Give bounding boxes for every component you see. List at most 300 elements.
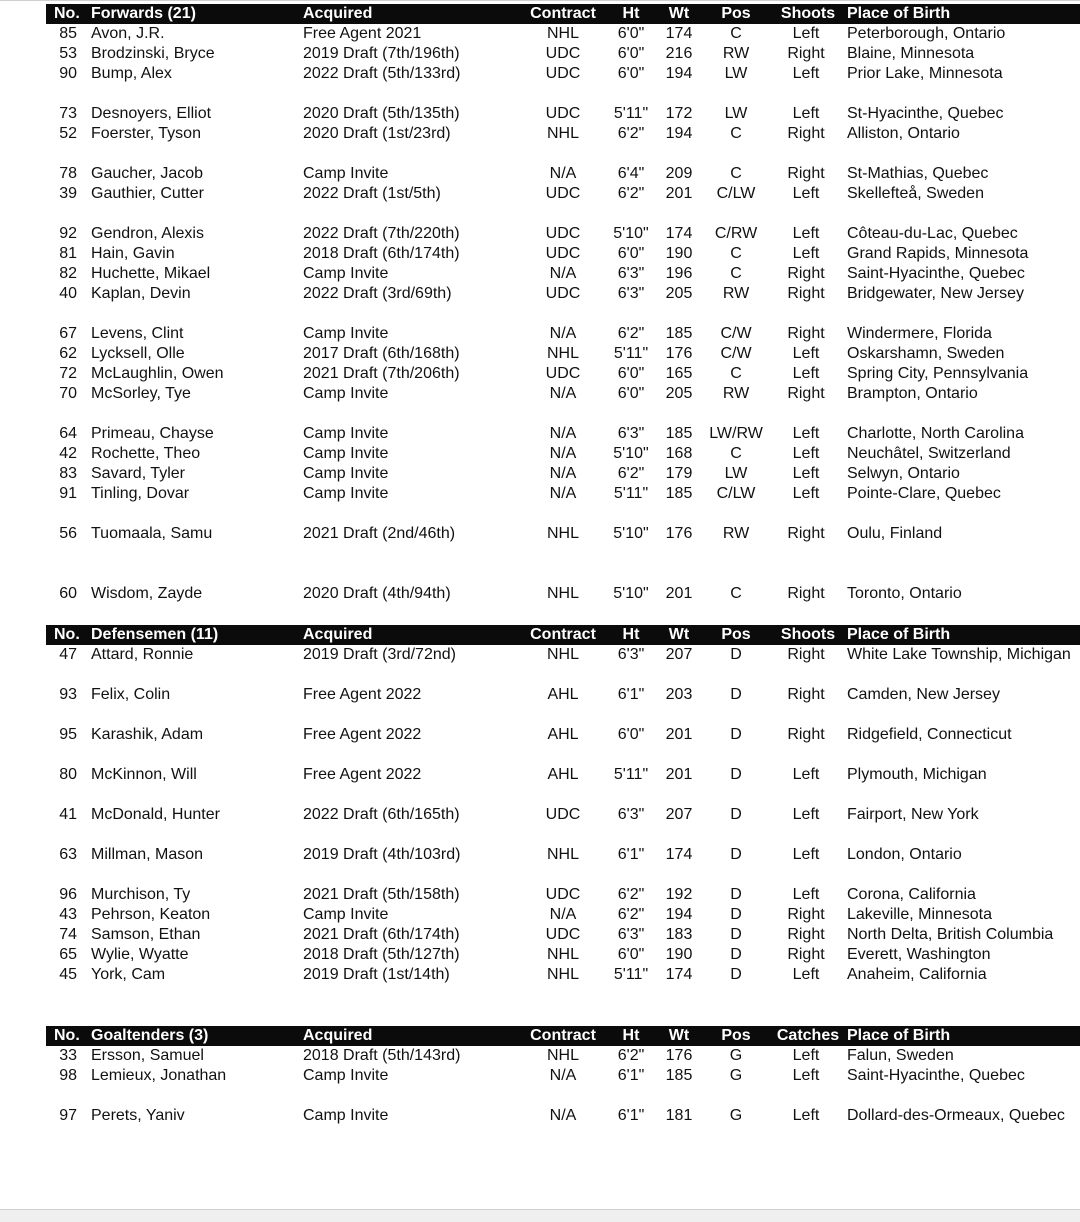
player-contract: AHL xyxy=(547,726,579,743)
player-acquired: Camp Invite xyxy=(303,906,389,923)
player-birthplace: Lakeville, Minnesota xyxy=(847,906,992,923)
player-handedness: Right xyxy=(787,585,825,602)
player-position: D xyxy=(730,686,742,703)
player-contract: N/A xyxy=(549,906,577,923)
player-handedness: Left xyxy=(792,485,820,502)
player-acquired: Camp Invite xyxy=(303,265,389,282)
player-birthplace: St-Hyacinthe, Quebec xyxy=(847,105,1004,122)
table-row xyxy=(0,64,1080,84)
player-number: 53 xyxy=(59,45,77,62)
player-weight: 181 xyxy=(665,1107,693,1124)
col-wt: Wt xyxy=(668,626,690,643)
player-position: LW xyxy=(724,105,748,122)
table-row xyxy=(0,905,1080,925)
table-row xyxy=(0,965,1080,985)
player-height: 5'11" xyxy=(613,345,649,362)
player-birthplace: Oskarshamn, Sweden xyxy=(847,345,1005,362)
table-row xyxy=(0,524,1080,544)
player-height: 6'0" xyxy=(617,25,645,42)
player-acquired: Camp Invite xyxy=(303,1067,389,1084)
player-name: Pehrson, Keaton xyxy=(91,906,211,923)
player-number: 65 xyxy=(59,946,77,963)
player-height: 6'3" xyxy=(617,806,645,823)
player-number: 91 xyxy=(59,485,77,502)
player-handedness: Right xyxy=(787,165,825,182)
player-weight: 201 xyxy=(665,766,693,783)
col-contract: Contract xyxy=(530,626,596,643)
player-height: 5'11" xyxy=(613,966,649,983)
player-name: Tuomaala, Samu xyxy=(91,525,213,542)
table-row xyxy=(0,384,1080,404)
player-handedness: Right xyxy=(787,946,825,963)
player-name: Samson, Ethan xyxy=(91,926,201,943)
col-contract: Contract xyxy=(530,5,596,22)
table-row xyxy=(0,725,1080,745)
player-weight: 196 xyxy=(665,265,693,282)
player-acquired: 2019 Draft (7th/196th) xyxy=(303,45,460,62)
player-acquired: 2018 Draft (5th/143rd) xyxy=(303,1047,461,1064)
table-row xyxy=(0,1066,1080,1086)
col-shoots: Shoots xyxy=(780,5,836,22)
player-name: Desnoyers, Elliot xyxy=(91,105,212,122)
player-handedness: Right xyxy=(787,45,825,62)
player-weight: 194 xyxy=(665,125,693,142)
player-name: Savard, Tyler xyxy=(91,465,185,482)
player-number: 56 xyxy=(59,525,77,542)
player-acquired: Free Agent 2022 xyxy=(303,766,422,783)
player-birthplace: Blaine, Minnesota xyxy=(847,45,975,62)
player-weight: 192 xyxy=(665,886,693,903)
player-birthplace: Plymouth, Michigan xyxy=(847,766,987,783)
player-position: G xyxy=(729,1067,743,1084)
player-number: 47 xyxy=(59,646,77,663)
table-row xyxy=(0,344,1080,364)
player-weight: 194 xyxy=(665,906,693,923)
player-weight: 183 xyxy=(665,926,693,943)
player-contract: NHL xyxy=(546,25,579,42)
player-height: 5'10" xyxy=(613,225,649,242)
player-acquired: 2021 Draft (7th/206th) xyxy=(303,365,460,382)
player-number: 45 xyxy=(59,966,77,983)
player-birthplace: Charlotte, North Carolina xyxy=(847,425,1024,442)
player-position: RW xyxy=(722,45,750,62)
col-wt: Wt xyxy=(668,1027,690,1044)
player-name: Tinling, Dovar xyxy=(91,485,190,502)
player-acquired: 2020 Draft (4th/94th) xyxy=(303,585,451,602)
player-contract: N/A xyxy=(549,265,577,282)
col-contract: Contract xyxy=(530,1027,596,1044)
player-birthplace: White Lake Township, Michigan xyxy=(847,646,1071,663)
player-weight: 203 xyxy=(665,686,693,703)
section-title: Goaltenders (3) xyxy=(91,1027,209,1044)
player-contract: UDC xyxy=(545,225,581,242)
player-contract: NHL xyxy=(546,946,579,963)
player-weight: 201 xyxy=(665,585,693,602)
player-name: Felix, Colin xyxy=(91,686,171,703)
col-no: No. xyxy=(54,626,80,643)
player-acquired: Free Agent 2022 xyxy=(303,686,422,703)
col-catches: Catches xyxy=(776,1027,840,1044)
player-number: 74 xyxy=(59,926,77,943)
player-birthplace: Corona, California xyxy=(847,886,976,903)
player-acquired: Camp Invite xyxy=(303,425,389,442)
player-height: 6'2" xyxy=(617,1047,645,1064)
table-row xyxy=(0,104,1080,124)
player-height: 6'2" xyxy=(617,185,645,202)
player-height: 5'11" xyxy=(613,105,649,122)
player-name: York, Cam xyxy=(91,966,166,983)
player-contract: NHL xyxy=(546,846,579,863)
player-position: D xyxy=(730,766,742,783)
player-name: McKinnon, Will xyxy=(91,766,197,783)
player-weight: 179 xyxy=(665,465,693,482)
col-shoots: Shoots xyxy=(780,626,836,643)
player-name: Ersson, Samuel xyxy=(91,1047,204,1064)
player-name: Wisdom, Zayde xyxy=(91,585,203,602)
table-row xyxy=(0,845,1080,865)
player-number: 52 xyxy=(59,125,77,142)
player-acquired: 2022 Draft (6th/165th) xyxy=(303,806,460,823)
col-no: No. xyxy=(54,1027,80,1044)
player-position: D xyxy=(730,806,742,823)
player-position: D xyxy=(730,846,742,863)
player-height: 6'0" xyxy=(617,385,645,402)
player-name: Lemieux, Jonathan xyxy=(91,1067,227,1084)
player-number: 97 xyxy=(59,1107,77,1124)
player-weight: 185 xyxy=(665,325,693,342)
player-acquired: Camp Invite xyxy=(303,485,389,502)
col-ht: Ht xyxy=(622,5,640,22)
player-height: 6'2" xyxy=(617,906,645,923)
player-contract: NHL xyxy=(546,345,579,362)
player-number: 39 xyxy=(59,185,77,202)
player-height: 5'10" xyxy=(613,525,649,542)
player-contract: UDC xyxy=(545,105,581,122)
player-weight: 176 xyxy=(665,525,693,542)
player-acquired: 2020 Draft (1st/23rd) xyxy=(303,125,451,142)
col-acquired: Acquired xyxy=(303,1027,373,1044)
player-number: 92 xyxy=(59,225,77,242)
table-row xyxy=(0,645,1080,665)
player-position: RW xyxy=(722,385,750,402)
player-contract: N/A xyxy=(549,325,577,342)
player-handedness: Left xyxy=(792,886,820,903)
player-height: 5'10" xyxy=(613,585,649,602)
player-position: G xyxy=(729,1047,743,1064)
player-contract: N/A xyxy=(549,425,577,442)
table-row xyxy=(0,685,1080,705)
player-weight: 185 xyxy=(665,425,693,442)
player-name: Foerster, Tyson xyxy=(91,125,201,142)
player-contract: UDC xyxy=(545,886,581,903)
player-birthplace: Dollard-des-Ormeaux, Quebec xyxy=(847,1107,1065,1124)
col-pos: Pos xyxy=(721,1027,751,1044)
player-handedness: Left xyxy=(792,966,820,983)
table-row xyxy=(0,424,1080,444)
player-name: Bump, Alex xyxy=(91,65,172,82)
player-name: Attard, Ronnie xyxy=(91,646,194,663)
player-acquired: Free Agent 2022 xyxy=(303,726,422,743)
player-handedness: Left xyxy=(792,846,820,863)
table-row xyxy=(0,925,1080,945)
player-position: LW/RW xyxy=(709,425,763,442)
player-contract: NHL xyxy=(546,966,579,983)
player-name: Gauthier, Cutter xyxy=(91,185,204,202)
player-number: 82 xyxy=(59,265,77,282)
player-number: 41 xyxy=(59,806,77,823)
player-number: 81 xyxy=(59,245,77,262)
player-height: 6'0" xyxy=(617,946,645,963)
player-handedness: Left xyxy=(792,105,820,122)
player-name: McDonald, Hunter xyxy=(91,806,220,823)
col-birthplace: Place of Birth xyxy=(847,1027,951,1044)
player-number: 33 xyxy=(59,1047,77,1064)
player-position: C xyxy=(730,245,742,262)
player-position: D xyxy=(730,646,742,663)
player-height: 5'11" xyxy=(613,766,649,783)
col-acquired: Acquired xyxy=(303,626,373,643)
player-contract: N/A xyxy=(549,1107,577,1124)
player-number: 67 xyxy=(59,325,77,342)
player-handedness: Left xyxy=(792,25,820,42)
player-handedness: Left xyxy=(792,1067,820,1084)
col-birthplace: Place of Birth xyxy=(847,626,951,643)
player-weight: 185 xyxy=(665,485,693,502)
player-weight: 205 xyxy=(665,285,693,302)
player-acquired: Camp Invite xyxy=(303,1107,389,1124)
player-name: McSorley, Tye xyxy=(91,385,191,402)
player-weight: 209 xyxy=(665,165,693,182)
player-name: Hain, Gavin xyxy=(91,245,175,262)
player-weight: 174 xyxy=(665,846,693,863)
player-handedness: Left xyxy=(792,1047,820,1064)
player-height: 6'2" xyxy=(617,325,645,342)
table-row xyxy=(0,324,1080,344)
player-height: 6'4" xyxy=(617,165,645,182)
player-position: D xyxy=(730,886,742,903)
player-position: C xyxy=(730,365,742,382)
player-birthplace: Grand Rapids, Minnesota xyxy=(847,245,1029,262)
player-position: C xyxy=(730,125,742,142)
table-row xyxy=(0,444,1080,464)
player-handedness: Left xyxy=(792,245,820,262)
player-birthplace: Pointe-Clare, Quebec xyxy=(847,485,1001,502)
player-position: C/RW xyxy=(714,225,758,242)
player-contract: N/A xyxy=(549,1067,577,1084)
table-row xyxy=(0,1106,1080,1126)
player-birthplace: Ridgefield, Connecticut xyxy=(847,726,1012,743)
top-rule xyxy=(0,0,1080,1)
player-acquired: 2018 Draft (5th/127th) xyxy=(303,946,460,963)
player-contract: NHL xyxy=(546,585,579,602)
player-position: G xyxy=(729,1107,743,1124)
player-name: Karashik, Adam xyxy=(91,726,204,743)
player-height: 6'1" xyxy=(617,1107,645,1124)
player-handedness: Right xyxy=(787,906,825,923)
player-birthplace: Skellefteå, Sweden xyxy=(847,185,984,202)
col-ht: Ht xyxy=(622,1027,640,1044)
player-height: 5'10" xyxy=(613,445,649,462)
player-height: 6'3" xyxy=(617,646,645,663)
table-row xyxy=(0,224,1080,244)
player-contract: UDC xyxy=(545,45,581,62)
player-acquired: 2022 Draft (1st/5th) xyxy=(303,185,441,202)
table-row xyxy=(0,945,1080,965)
player-birthplace: Camden, New Jersey xyxy=(847,686,1000,703)
player-birthplace: Peterborough, Ontario xyxy=(847,25,1006,42)
player-name: Murchison, Ty xyxy=(91,886,191,903)
player-acquired: Camp Invite xyxy=(303,465,389,482)
player-weight: 207 xyxy=(665,646,693,663)
player-height: 6'2" xyxy=(617,125,645,142)
player-birthplace: Anaheim, California xyxy=(847,966,987,983)
player-acquired: 2022 Draft (3rd/69th) xyxy=(303,285,452,302)
player-height: 6'1" xyxy=(617,846,645,863)
player-handedness: Left xyxy=(792,465,820,482)
player-weight: 207 xyxy=(665,806,693,823)
player-name: Avon, J.R. xyxy=(91,25,165,42)
player-acquired: Camp Invite xyxy=(303,385,389,402)
player-number: 64 xyxy=(59,425,77,442)
player-handedness: Left xyxy=(792,185,820,202)
player-handedness: Left xyxy=(792,65,820,82)
player-contract: NHL xyxy=(546,646,579,663)
player-number: 73 xyxy=(59,105,77,122)
player-acquired: Camp Invite xyxy=(303,165,389,182)
player-number: 72 xyxy=(59,365,77,382)
player-position: C/LW xyxy=(716,185,756,202)
player-height: 6'3" xyxy=(617,265,645,282)
table-row xyxy=(0,584,1080,604)
player-birthplace: Prior Lake, Minnesota xyxy=(847,65,1003,82)
player-number: 80 xyxy=(59,766,77,783)
player-weight: 216 xyxy=(665,45,693,62)
player-acquired: 2022 Draft (7th/220th) xyxy=(303,225,460,242)
player-birthplace: Oulu, Finland xyxy=(847,525,943,542)
player-height: 6'3" xyxy=(617,425,645,442)
player-handedness: Right xyxy=(787,385,825,402)
table-row xyxy=(0,124,1080,144)
player-name: Primeau, Chayse xyxy=(91,425,214,442)
section-title: Defensemen (11) xyxy=(91,626,219,643)
player-birthplace: St-Mathias, Quebec xyxy=(847,165,989,182)
player-name: Kaplan, Devin xyxy=(91,285,191,302)
player-handedness: Right xyxy=(787,325,825,342)
table-row xyxy=(0,805,1080,825)
player-number: 93 xyxy=(59,686,77,703)
table-row xyxy=(0,24,1080,44)
player-birthplace: Côteau-du-Lac, Quebec xyxy=(847,225,1018,242)
player-birthplace: Saint-Hyacinthe, Quebec xyxy=(847,265,1025,282)
col-no: No. xyxy=(54,5,80,22)
player-height: 6'0" xyxy=(617,65,645,82)
player-contract: UDC xyxy=(545,185,581,202)
player-handedness: Right xyxy=(787,265,825,282)
player-handedness: Left xyxy=(792,445,820,462)
player-height: 6'2" xyxy=(617,886,645,903)
player-position: D xyxy=(730,946,742,963)
player-number: 90 xyxy=(59,65,77,82)
player-handedness: Right xyxy=(787,125,825,142)
player-contract: NHL xyxy=(546,1047,579,1064)
player-height: 6'0" xyxy=(617,365,645,382)
table-row xyxy=(0,44,1080,64)
player-acquired: Camp Invite xyxy=(303,445,389,462)
player-position: LW xyxy=(724,65,748,82)
player-contract: N/A xyxy=(549,165,577,182)
player-weight: 205 xyxy=(665,385,693,402)
section-title: Forwards (21) xyxy=(91,5,196,22)
player-contract: AHL xyxy=(547,686,579,703)
player-weight: 194 xyxy=(665,65,693,82)
col-ht: Ht xyxy=(622,626,640,643)
player-position: RW xyxy=(722,525,750,542)
player-birthplace: Toronto, Ontario xyxy=(847,585,962,602)
player-name: Millman, Mason xyxy=(91,846,204,863)
player-contract: N/A xyxy=(549,445,577,462)
col-birthplace: Place of Birth xyxy=(847,5,951,22)
player-weight: 168 xyxy=(665,445,693,462)
player-contract: UDC xyxy=(545,245,581,262)
table-row xyxy=(0,885,1080,905)
col-pos: Pos xyxy=(721,626,751,643)
player-number: 85 xyxy=(59,25,77,42)
player-weight: 174 xyxy=(665,966,693,983)
player-number: 60 xyxy=(59,585,77,602)
player-acquired: 2022 Draft (5th/133rd) xyxy=(303,65,461,82)
player-acquired: 2021 Draft (2nd/46th) xyxy=(303,525,456,542)
player-name: Huchette, Mikael xyxy=(91,265,211,282)
player-weight: 190 xyxy=(665,946,693,963)
player-position: C/W xyxy=(720,345,752,362)
table-row xyxy=(0,184,1080,204)
player-contract: UDC xyxy=(545,926,581,943)
player-height: 6'0" xyxy=(617,726,645,743)
player-number: 78 xyxy=(59,165,77,182)
player-birthplace: Windermere, Florida xyxy=(847,325,992,342)
player-acquired: 2021 Draft (6th/174th) xyxy=(303,926,460,943)
player-height: 6'2" xyxy=(617,465,645,482)
player-birthplace: Falun, Sweden xyxy=(847,1047,954,1064)
player-acquired: 2021 Draft (5th/158th) xyxy=(303,886,460,903)
table-row xyxy=(0,284,1080,304)
player-weight: 176 xyxy=(665,1047,693,1064)
player-name: Rochette, Theo xyxy=(91,445,201,462)
player-name: Lycksell, Olle xyxy=(91,345,185,362)
table-row xyxy=(0,264,1080,284)
player-position: C xyxy=(730,585,742,602)
player-acquired: 2018 Draft (6th/174th) xyxy=(303,245,460,262)
player-birthplace: London, Ontario xyxy=(847,846,962,863)
player-position: D xyxy=(730,906,742,923)
player-name: Perets, Yaniv xyxy=(91,1107,185,1124)
player-birthplace: Fairport, New York xyxy=(847,806,979,823)
player-height: 6'3" xyxy=(617,926,645,943)
player-contract: AHL xyxy=(547,766,579,783)
player-weight: 174 xyxy=(665,225,693,242)
player-acquired: 2019 Draft (4th/103rd) xyxy=(303,846,461,863)
table-row xyxy=(0,765,1080,785)
player-acquired: Free Agent 2021 xyxy=(303,25,422,42)
player-height: 6'3" xyxy=(617,285,645,302)
player-weight: 201 xyxy=(665,726,693,743)
player-position: C/LW xyxy=(716,485,756,502)
player-position: C xyxy=(730,265,742,282)
player-position: LW xyxy=(724,465,748,482)
player-acquired: 2020 Draft (5th/135th) xyxy=(303,105,460,122)
player-height: 6'1" xyxy=(617,1067,645,1084)
player-number: 98 xyxy=(59,1067,77,1084)
